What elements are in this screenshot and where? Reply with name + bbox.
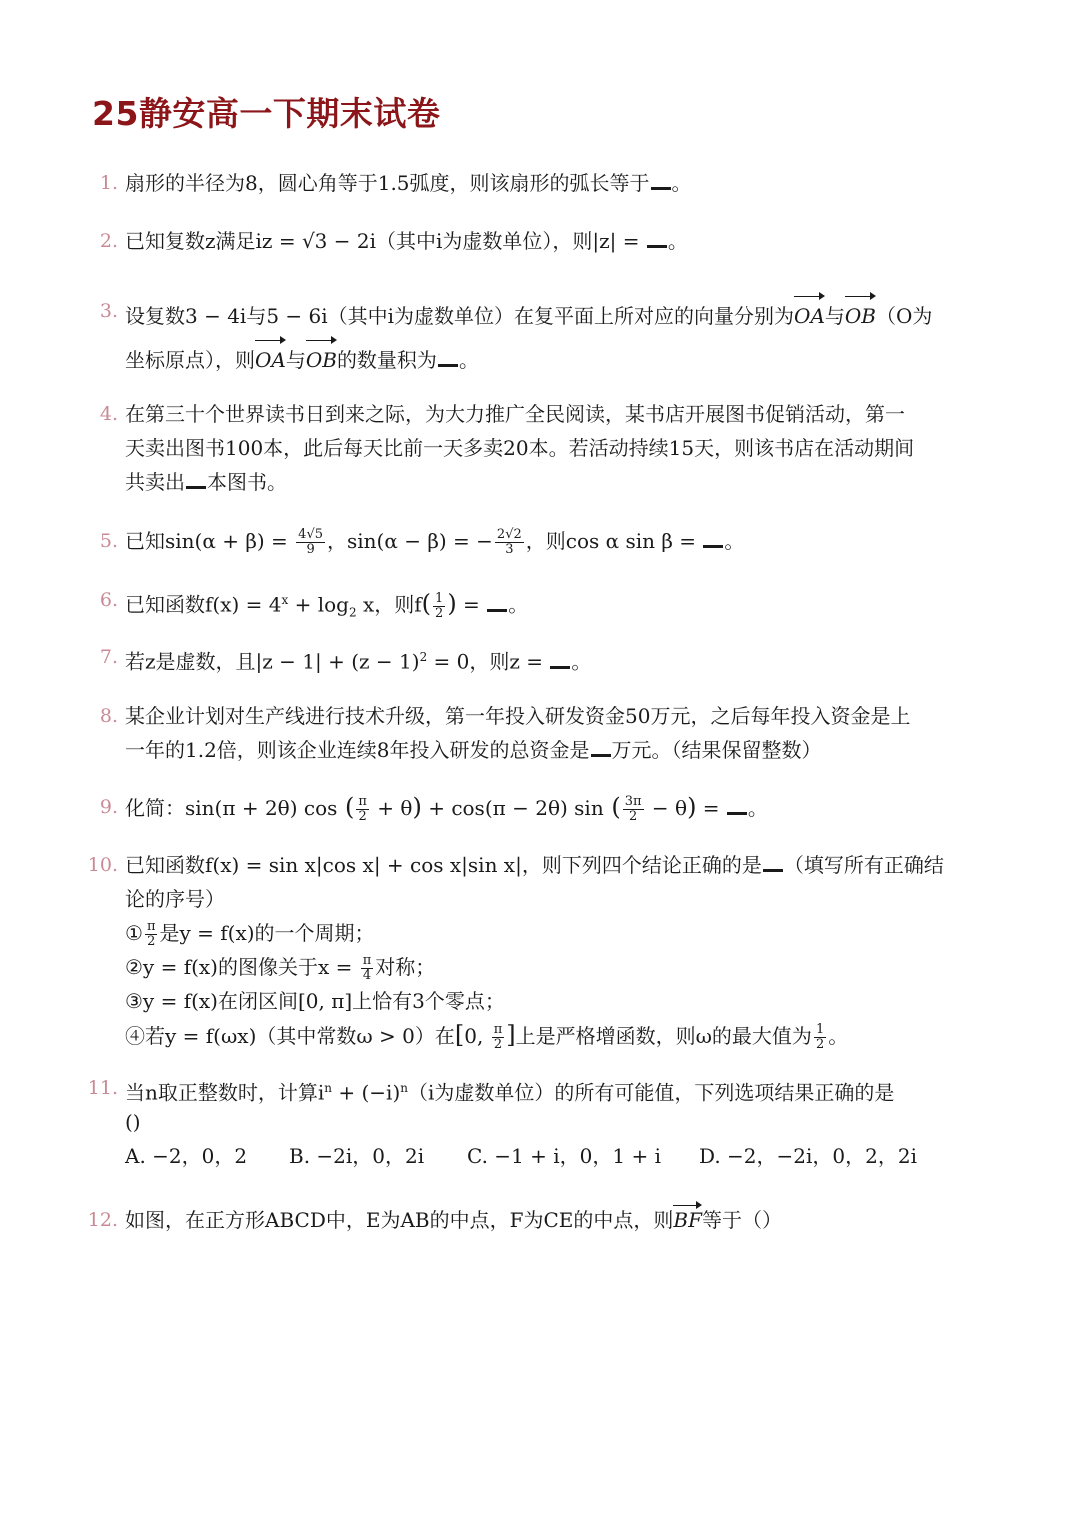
question-text: = 0，则z = <box>427 649 550 674</box>
question-text: 论的序号） <box>125 887 225 911</box>
denominator: 9 <box>306 542 315 557</box>
answer-blank <box>438 350 458 367</box>
question-text: 等于（） <box>701 1208 782 1232</box>
subscript: 2 <box>348 605 357 620</box>
question-text: 已知sin(α + β) = <box>125 529 295 553</box>
question-text: 已知复数z满足iz = √3 − 2i（其中i为虚数单位），则|z| = <box>125 229 646 253</box>
question-text: x，则f <box>356 592 422 617</box>
question-number: 2. <box>99 230 118 252</box>
option-a[interactable]: A. −2，0，2 <box>125 1144 248 1168</box>
question-text: ，sin(α − β) = − <box>327 529 493 553</box>
question-text: 一年的1.2倍，则该企业连续8年投入研发的总资金是 <box>125 738 590 762</box>
denominator: 2 <box>147 934 156 949</box>
option-c[interactable]: C. −1 + i，0，1 + i <box>467 1144 661 1168</box>
answer-blank <box>651 173 671 190</box>
answer-blank <box>186 472 206 489</box>
question-text: 与 <box>824 304 845 328</box>
question-text: 已知函数f(x) = 4 <box>125 592 282 617</box>
fraction <box>145 920 158 949</box>
denominator: 4 <box>362 968 372 983</box>
answer-blank <box>591 740 611 757</box>
fraction <box>356 795 369 824</box>
numerator: 4√5 <box>298 527 323 542</box>
exam-page: 25静安高一下期末试卷 1. 扇形的半径为8，圆心角等于1.5弧度，则该扇形的弧长等于 。 2. 已知复数z满足iz = √3 − 2i（其中i为虚数单位），则|z| = 。 3. 设复数3 − 4i与5 − 6i（其中i为虚数单位）在复平面上所对应的向量分别为OA与OB（O为 坐标原点），则OA与OB的数量积为 。 4. 在第三十个世界读书日到来之际，为大力推广全民阅读，某书店开展图书促销活动，第一 天卖出图书100本，此后每天比前一天多卖20本。若活动持续15天，则该书店在活动期间 共卖出 本图书。 5. 已知sin(α + β) = $\frac{4√5}{9}$ ，sin(α − β) = − $\frac{2√2}{3}$ ，则cos α sin β = 。 6. 已知函数$f(x) = 4^x + \log_2 x$，则f( $\frac{1}{2}$ ) = 。 7. 若z是虚数，且$|z - 1| + (z - 1)^2 = 0$，则z = 。 8. 某企业计划对生产线进行技术升级，第一年投入研发资金50万元，之后每年投入资金是上 一年的1.2倍，则该企业连续8年投入研发的总资金是 万元。（结果保留整数） 9. 化简：sin(π + 2θ) cos ( $\frac{\pi}{2}$ + θ) + cos(π − 2θ) sin ( $\frac{3\pi}{2}$ − θ) = 。 10. 已知函数f(x) = sin x|cos x| + cos x|sin x|，则下列四个结论正确的是 （填写所有正确结 论的序号） ① $\frac{\pi}{2}$ 是y = f(x)的一个周期； ②y = f(x)的图像关于x = $\frac{\pi}{4}$ 对称； ③y = f(x)在闭区间[0, π]上恰有3个零点； ④若y = f(ωx)（其中常数ω > 0）在[0, $\frac{\pi}{2}$ ]上是严格增函数，则ω的最大值为 $\frac{1}{2}$ 。 11. 当n取正整数时，计算$i^n + (-i)^n(i$为虚数单位）的所有可能值，下列选项结果正确的是 () A. −2，0，2 B. −2i，0，2i C. −1 + i，0，1 + i D. −2，−2i，0，2，2i 12. 如图，在正方形ABCD中，E为AB的中点，F为CE的中点，则BF等于（） <box>0 0 1080 1527</box>
numerator: 2√2 <box>496 527 522 542</box>
question-text-end: 。 <box>508 592 529 617</box>
question-number: 3. <box>99 300 118 322</box>
answer-blank <box>703 531 723 548</box>
fraction <box>296 528 325 557</box>
exponent: x <box>281 593 289 607</box>
question-text: 天卖出图书100本，此后每天比前一天多卖20本。若活动持续15天，则该书店在活动期间 <box>125 436 915 460</box>
question-number: 10. <box>87 854 118 876</box>
denominator: 2 <box>628 809 638 824</box>
vector-ob: OB <box>845 294 876 338</box>
question-text: − θ <box>645 796 688 820</box>
question-text: 已知函数f(x) = sin x|cos x| + cos x|sin x|，则下列四个结论正确的是 <box>125 853 762 877</box>
question-text: 在第三十个世界读书日到来之际，为大力推广全民阅读，某书店开展图书促销活动，第一 <box>125 402 905 426</box>
exam-title: 25静安高一下期末试卷 <box>92 94 441 133</box>
statement-text: ③y = f(x)在闭区间[0, π]上恰有3个零点； <box>125 989 505 1013</box>
question-number: 6. <box>99 589 118 611</box>
answer-blank <box>763 855 783 872</box>
fraction <box>814 1023 826 1052</box>
denominator: 3 <box>505 542 514 557</box>
fraction <box>492 1023 505 1052</box>
answer-blank <box>727 798 747 815</box>
question-text: 共卖出 <box>125 470 185 494</box>
numerator: π <box>146 919 156 934</box>
statement-text: 上是严格增函数，则ω的最大值为 <box>515 1024 812 1048</box>
question-number: 8. <box>99 705 118 727</box>
answer-blank <box>647 231 667 248</box>
numerator: π <box>358 794 367 809</box>
answer-blank <box>550 652 570 669</box>
question-text: （i为虚数单位）的所有可能值，下列选项结果正确的是 <box>407 1080 895 1105</box>
question-text: + (−i) <box>332 1080 401 1105</box>
question-number: 5. <box>99 530 118 552</box>
question-text: 扇形的半径为8，圆心角等于1.5弧度，则该扇形的弧长等于 <box>125 171 650 195</box>
denominator: 2 <box>493 1037 503 1052</box>
question-text: 某企业计划对生产线进行技术升级，第一年投入研发资金50万元，之后每年投入资金是上 <box>125 704 911 728</box>
exponent: n <box>400 1081 408 1095</box>
exponent: n <box>324 1081 333 1095</box>
vector-oa: OA <box>794 294 825 338</box>
question-text: 坐标原点），则 <box>125 348 255 372</box>
numerator: π <box>362 953 372 968</box>
question-text: 的数量积为 <box>336 348 437 372</box>
vector-oa: OA <box>255 338 286 382</box>
question-number: 12. <box>87 1209 118 1231</box>
question-text: （O为 <box>875 304 933 328</box>
question-text-end: 。 <box>671 171 692 195</box>
question-text-end: 。 <box>571 649 592 674</box>
question-text: 设复数3 − 4i与5 − 6i（其中i为虚数单位）在复平面上所对应的向量分别为 <box>125 304 795 328</box>
question-text-end: 。 <box>747 796 768 820</box>
options-row <box>125 1139 995 1173</box>
question-text: 本图书。 <box>207 470 287 494</box>
numerator: 1 <box>815 1022 825 1037</box>
numerator: 1 <box>435 590 444 606</box>
answer-blank <box>487 595 507 612</box>
vector-ob: OB <box>306 338 337 382</box>
statement-text: 是y = f(x)的一个周期； <box>159 921 375 945</box>
question-text: 化简：sin(π + 2θ) cos <box>125 796 338 820</box>
question-number: 4. <box>99 403 118 425</box>
question-text: + log <box>288 592 349 617</box>
question-text: 与 <box>285 348 306 372</box>
option-d[interactable]: D. −2，−2i，0，2，2i <box>699 1144 917 1168</box>
question-text: = <box>696 796 726 820</box>
fraction <box>623 795 644 824</box>
question-number: 11. <box>87 1077 118 1099</box>
statement-text: 。 <box>828 1024 849 1048</box>
question-text: = <box>456 592 487 617</box>
denominator: 2 <box>815 1037 825 1052</box>
statement-text: 0, <box>464 1024 490 1048</box>
statement-text: ④若y = f(ωx)（其中常数ω > 0）在 <box>125 1024 455 1048</box>
denominator: 2 <box>435 605 444 621</box>
question-text-end: 。 <box>667 229 688 253</box>
exponent: 2 <box>419 650 428 664</box>
fraction <box>433 592 445 621</box>
question-number: 1. <box>99 172 118 194</box>
numerator: π <box>493 1022 503 1037</box>
question-text-end: 。 <box>458 348 479 372</box>
statement-text: ②y = f(x)的图像关于x = <box>125 955 359 979</box>
question-number: 7. <box>99 646 118 668</box>
question-text: + θ <box>370 796 413 820</box>
question-text: （填写所有正确结 <box>783 853 944 877</box>
numerator: 3π <box>624 794 642 809</box>
question-text-end: 。 <box>724 529 745 553</box>
question-number: 9. <box>99 796 118 818</box>
question-text: ，则cos α sin β = <box>525 529 703 553</box>
question-text: 当n取正整数时，计算i <box>125 1080 325 1105</box>
statement-text: 对称； <box>375 955 436 979</box>
statement-marker: ① <box>125 921 143 945</box>
answer-parens: () <box>125 1110 141 1134</box>
vector-bf: BF <box>673 1203 702 1237</box>
question-text: + cos(π − 2θ) sin <box>421 796 604 820</box>
fraction <box>495 528 524 557</box>
denominator: 2 <box>358 809 367 824</box>
option-b[interactable]: B. −2i，0，2i <box>289 1144 425 1168</box>
question-text: 万元。（结果保留整数） <box>611 738 822 762</box>
question-text: 若z是虚数，且|z − 1| + (z − 1) <box>125 649 420 674</box>
fraction <box>361 954 374 983</box>
question-text: 如图，在正方形ABCD中，E为AB的中点，F为CE的中点，则 <box>125 1208 674 1232</box>
